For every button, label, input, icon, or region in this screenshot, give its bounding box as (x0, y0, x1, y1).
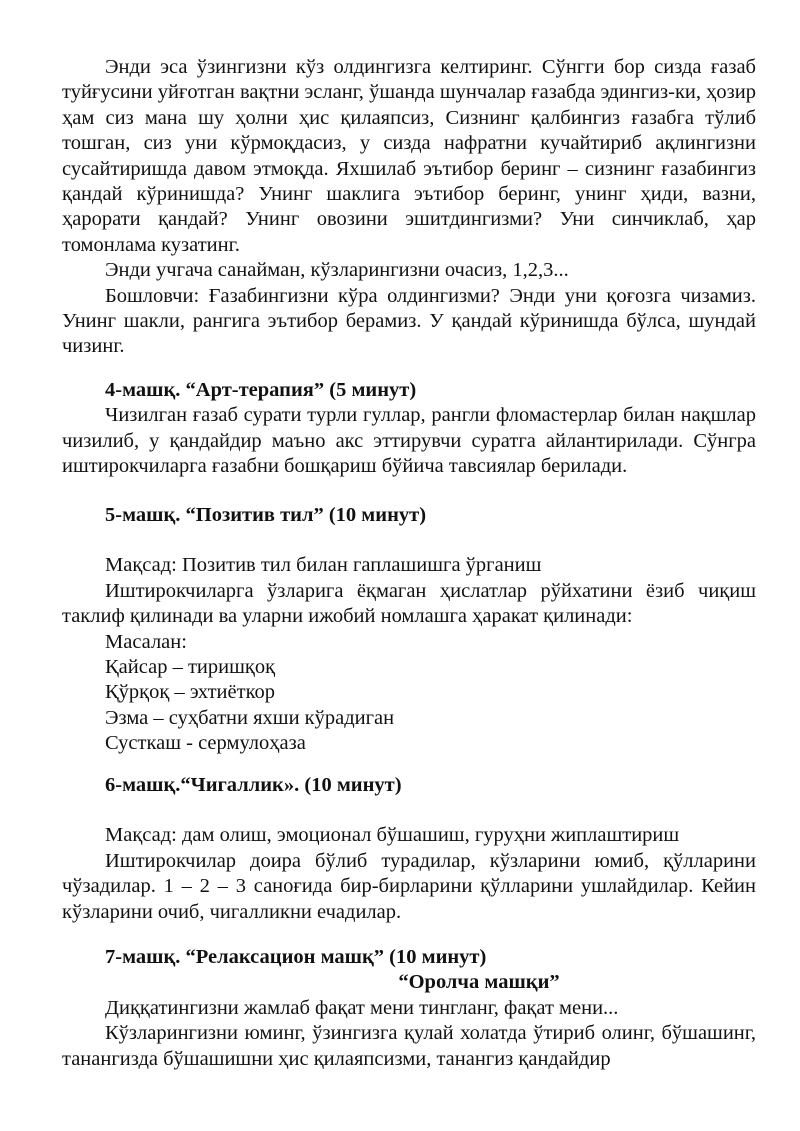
intro-paragraph-3: Бошловчи: Ғазабингизни кўра олдингизми? Энди уни қоғозга чизамиз. Унинг шакли, рангига эътибор берамиз. У қандай кўринишда бўлса, шундай чизинг. (62, 284, 756, 358)
exercise-5-section (62, 503, 756, 757)
exercise-4-title: 4-машқ. “Арт-терапия” (5 минут) (105, 379, 417, 401)
exercise-5-text: Иштирокчиларга ўзларига ёқмаган ҳислатлар рўйхатини ёзиб чиқиш таклиф қилинади ва уларни ижобий номлашга ҳаракат қилинади: (62, 579, 756, 628)
exercise-4-text: Чизилган ғазаб сурати турли гуллар, рангли фломастерлар билан нақшлар чизилиб, у қандайдир маъно акс эттирувчи суратга айлантирилади. Сўнгра иштирокчиларга ғазабни бошқариш бўйича тавсиялар берилади. (62, 404, 756, 478)
exercise-7-line-1: Диққатингизни жамлаб фақат мени тингланг, фақат мени... (105, 996, 619, 1019)
exercise-4-section (62, 378, 756, 480)
intro-paragraph-2: Энди учгача санайман, кўзларингизни очасиз, 1,2,3... (105, 259, 569, 282)
exercise-6-text: Иштирокчилар доира бўлиб турадилар, кўзларини юмиб, қўлларини чўзадилар. 1 – 2 – 3 саноғида бир-бирларини қўлларини ушлайдилар. Кейин кўзларини очиб, чигалликни ечадилар. (62, 849, 756, 923)
exercise-5-example-item: Қайсар – тиришқоқ (105, 656, 276, 679)
exercise-7-line-2: Кўзларингизни юминг, ўзингизга қулай холатда ўтириб олинг, бўшашинг, танангизда бўшашишни ҳис қилаяпсизми, танангиз қандайдир (62, 1022, 756, 1070)
exercise-5-example-item: Сусткаш - сермулоҳаза (105, 732, 306, 755)
exercise-7-subtitle: “Оролча машқи” (398, 971, 560, 994)
exercise-5-title: 5-машқ. “Позитив тил” (10 минут) (105, 504, 427, 526)
exercise-6-goal: Мақсад: дам олиш, эмоционал бўшашиш, гуруҳни жиплаштириш (105, 824, 680, 847)
intro-paragraph-1: Энди эса ўзингизни кўз олдингизга келтиринг. Сўнгги бор сизда ғазаб туйғусини уйғотган вақтни эсланг, ўшанда шунчалар ғазабда эдингиз-ки, ҳозир ҳам сиз мана шу ҳолни ҳис қилаяпсиз, Сизнинг қалбингиз ғазабга тўлиб тошган, сиз уни кўрмоқдасиз, у сизда нафратни кучайтириб ақлингизни сусайтиришда давом этмоқда. Яхшилаб эътибор беринг – сизнинг ғазабингиз қандай кўринишда? Унинг шаклига эътибор беринг, унинг ҳиди, вазни, ҳарорати қандай? Унинг овозини эшитдингизми? Уни синчиклаб, ҳар томонлама кузатинг. (62, 56, 756, 256)
exercise-5-example-item: Қўрқоқ – эхтиёткор (105, 681, 275, 704)
intro-section (62, 55, 756, 360)
exercise-7-section (62, 945, 756, 1072)
exercise-5-example-item: Эзма – суҳбатни яхши кўрадиган (105, 706, 395, 729)
exercise-5-goal: Мақсад: Позитив тил билан гаплашишга ўрганиш (105, 554, 542, 577)
exercise-7-title: 7-машқ. “Релаксацион машқ” (10 минут) (105, 946, 487, 968)
exercise-6-section (62, 773, 756, 925)
exercise-6-title: 6-машқ.“Чигаллик». (10 минут) (105, 774, 402, 796)
exercise-5-example-label: Масалан: (105, 630, 187, 653)
